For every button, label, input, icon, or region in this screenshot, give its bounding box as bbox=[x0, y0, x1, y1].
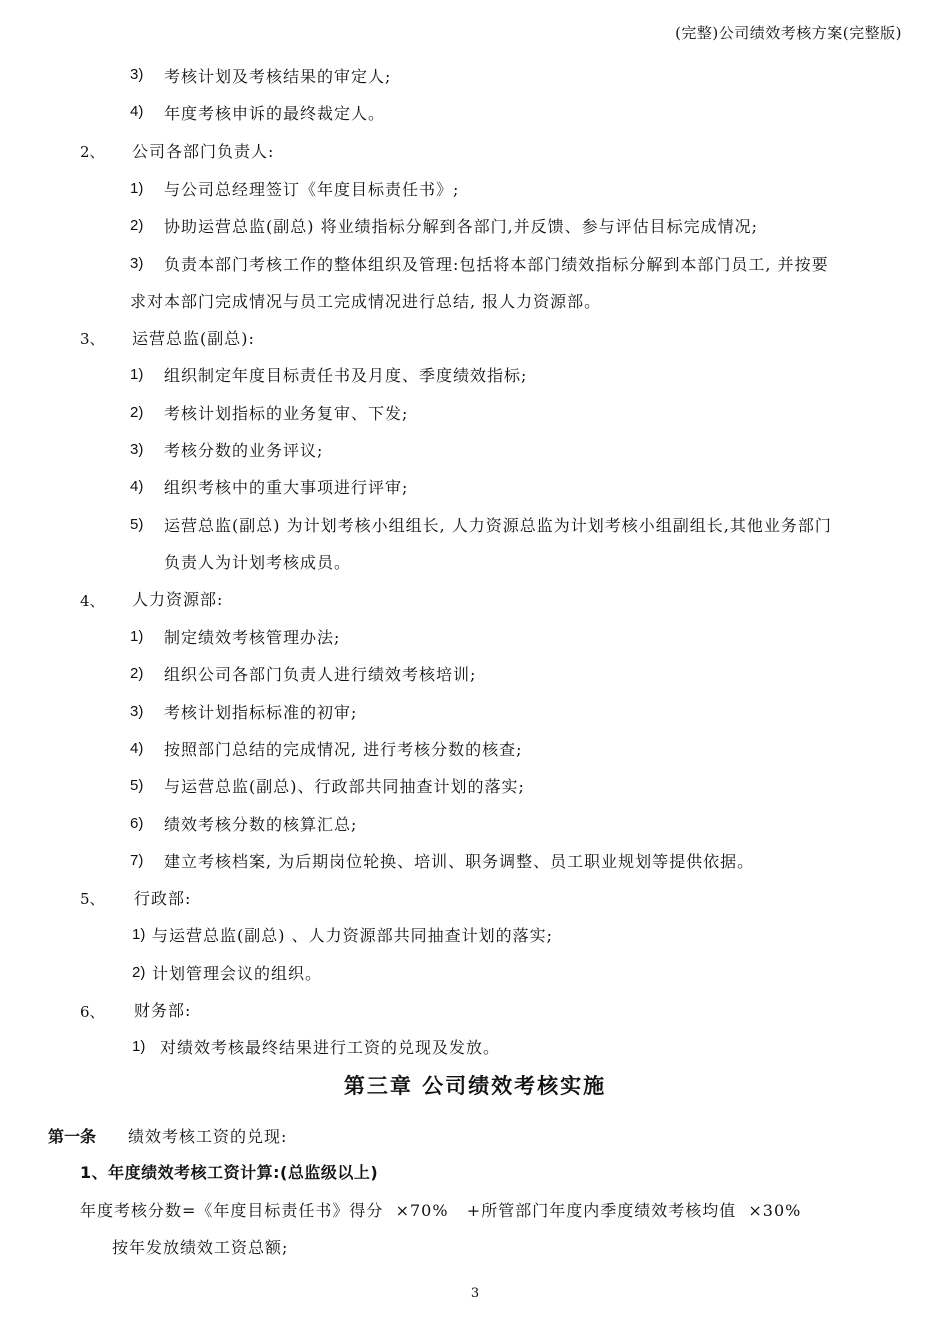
section-number: 3、 bbox=[80, 330, 105, 348]
list-item-number: 2) bbox=[130, 404, 144, 421]
list-item: 组织公司各部门负责人进行绩效考核培训; bbox=[164, 665, 477, 684]
list-item-number: 4) bbox=[130, 478, 144, 495]
section-number: 5、 bbox=[80, 890, 105, 908]
article-label: 第一条 bbox=[48, 1127, 97, 1146]
sub-heading: 1、年度绩效考核工资计算:(总监级以上) bbox=[80, 1163, 379, 1182]
list-item-number: 7) bbox=[130, 852, 144, 869]
list-item: 组织考核中的重大事项进行评审; bbox=[164, 478, 409, 497]
list-item-number: 3) bbox=[130, 441, 144, 458]
list-item: 与运营总监(副总) 、人力资源部共同抽查计划的落实; bbox=[152, 926, 553, 945]
list-item-number: 2) bbox=[130, 217, 144, 234]
list-item: 对绩效考核最终结果进行工资的兑现及发放。 bbox=[160, 1038, 501, 1057]
list-item-continuation: 求对本部门完成情况与员工完成情况进行总结, 报人力资源部。 bbox=[130, 292, 602, 311]
list-item: 考核计划及考核结果的审定人; bbox=[164, 67, 392, 86]
section-heading: 运营总监(副总): bbox=[132, 329, 255, 348]
list-item: 与运营总监(副总)、行政部共同抽查计划的落实; bbox=[164, 777, 525, 796]
list-item: 负责本部门考核工作的整体组织及管理:包括将本部门绩效指标分解到本部门员工, 并按要 bbox=[164, 255, 829, 274]
list-item-number: 1) bbox=[132, 926, 146, 943]
list-item: 年度考核申诉的最终裁定人。 bbox=[164, 104, 386, 123]
page-number: 3 bbox=[470, 1286, 480, 1301]
list-item: 考核计划指标标准的初审; bbox=[164, 703, 358, 722]
list-item: 绩效考核分数的核算汇总; bbox=[164, 815, 358, 834]
list-item-number: 5) bbox=[130, 777, 144, 794]
formula: 年度考核分数=《年度目标责任书》得分 ×70% +所管部门年度内季度绩效考核均值 ×30% bbox=[80, 1201, 802, 1220]
section-heading: 行政部: bbox=[134, 889, 192, 908]
list-item: 协助运营总监(副总) 将业绩指标分解到各部门,并反馈、参与评估目标完成情况; bbox=[164, 217, 759, 236]
list-item-number: 3) bbox=[130, 66, 144, 83]
section-number: 6、 bbox=[80, 1003, 105, 1021]
list-item-continuation: 负责人为计划考核成员。 bbox=[164, 553, 352, 572]
section-heading: 公司各部门负责人: bbox=[132, 142, 275, 161]
list-item: 计划管理会议的组织。 bbox=[152, 964, 323, 983]
list-item-number: 4) bbox=[130, 103, 144, 120]
list-item: 考核分数的业务评议; bbox=[164, 441, 324, 460]
list-item-number: 1) bbox=[130, 366, 144, 383]
list-item-number: 6) bbox=[130, 815, 144, 832]
article-text: 绩效考核工资的兑现: bbox=[128, 1127, 288, 1146]
list-item: 运营总监(副总) 为计划考核小组组长, 人力资源总监为计划考核小组副组长,其他业务部门 bbox=[164, 516, 832, 535]
list-item-number: 4) bbox=[130, 740, 144, 757]
list-item: 建立考核档案, 为后期岗位轮换、培训、职务调整、员工职业规划等提供依据。 bbox=[164, 852, 755, 871]
note: 按年发放绩效工资总额; bbox=[112, 1238, 289, 1257]
chapter-title: 第三章 公司绩效考核实施 bbox=[343, 1074, 607, 1098]
list-item: 与公司总经理签订《年度目标责任书》; bbox=[164, 180, 460, 199]
section-heading: 人力资源部: bbox=[132, 590, 224, 609]
section-number: 2、 bbox=[80, 143, 105, 161]
page-header: (完整)公司绩效考核方案(完整版) bbox=[675, 24, 902, 42]
section-number: 4、 bbox=[80, 592, 105, 610]
list-item-number: 3) bbox=[130, 255, 144, 272]
list-item-number: 3) bbox=[130, 703, 144, 720]
list-item-number: 1) bbox=[130, 180, 144, 197]
list-item: 考核计划指标的业务复审、下发; bbox=[164, 404, 409, 423]
list-item-number: 2) bbox=[130, 665, 144, 682]
list-item: 按照部门总结的完成情况, 进行考核分数的核查; bbox=[164, 740, 523, 759]
list-item-number: 2) bbox=[132, 964, 146, 981]
list-item-number: 1) bbox=[130, 628, 144, 645]
list-item: 组织制定年度目标责任书及月度、季度绩效指标; bbox=[164, 366, 528, 385]
section-heading: 财务部: bbox=[134, 1001, 192, 1020]
list-item-number: 1) bbox=[132, 1038, 146, 1055]
list-item: 制定绩效考核管理办法; bbox=[164, 628, 341, 647]
list-item-number: 5) bbox=[130, 516, 144, 533]
